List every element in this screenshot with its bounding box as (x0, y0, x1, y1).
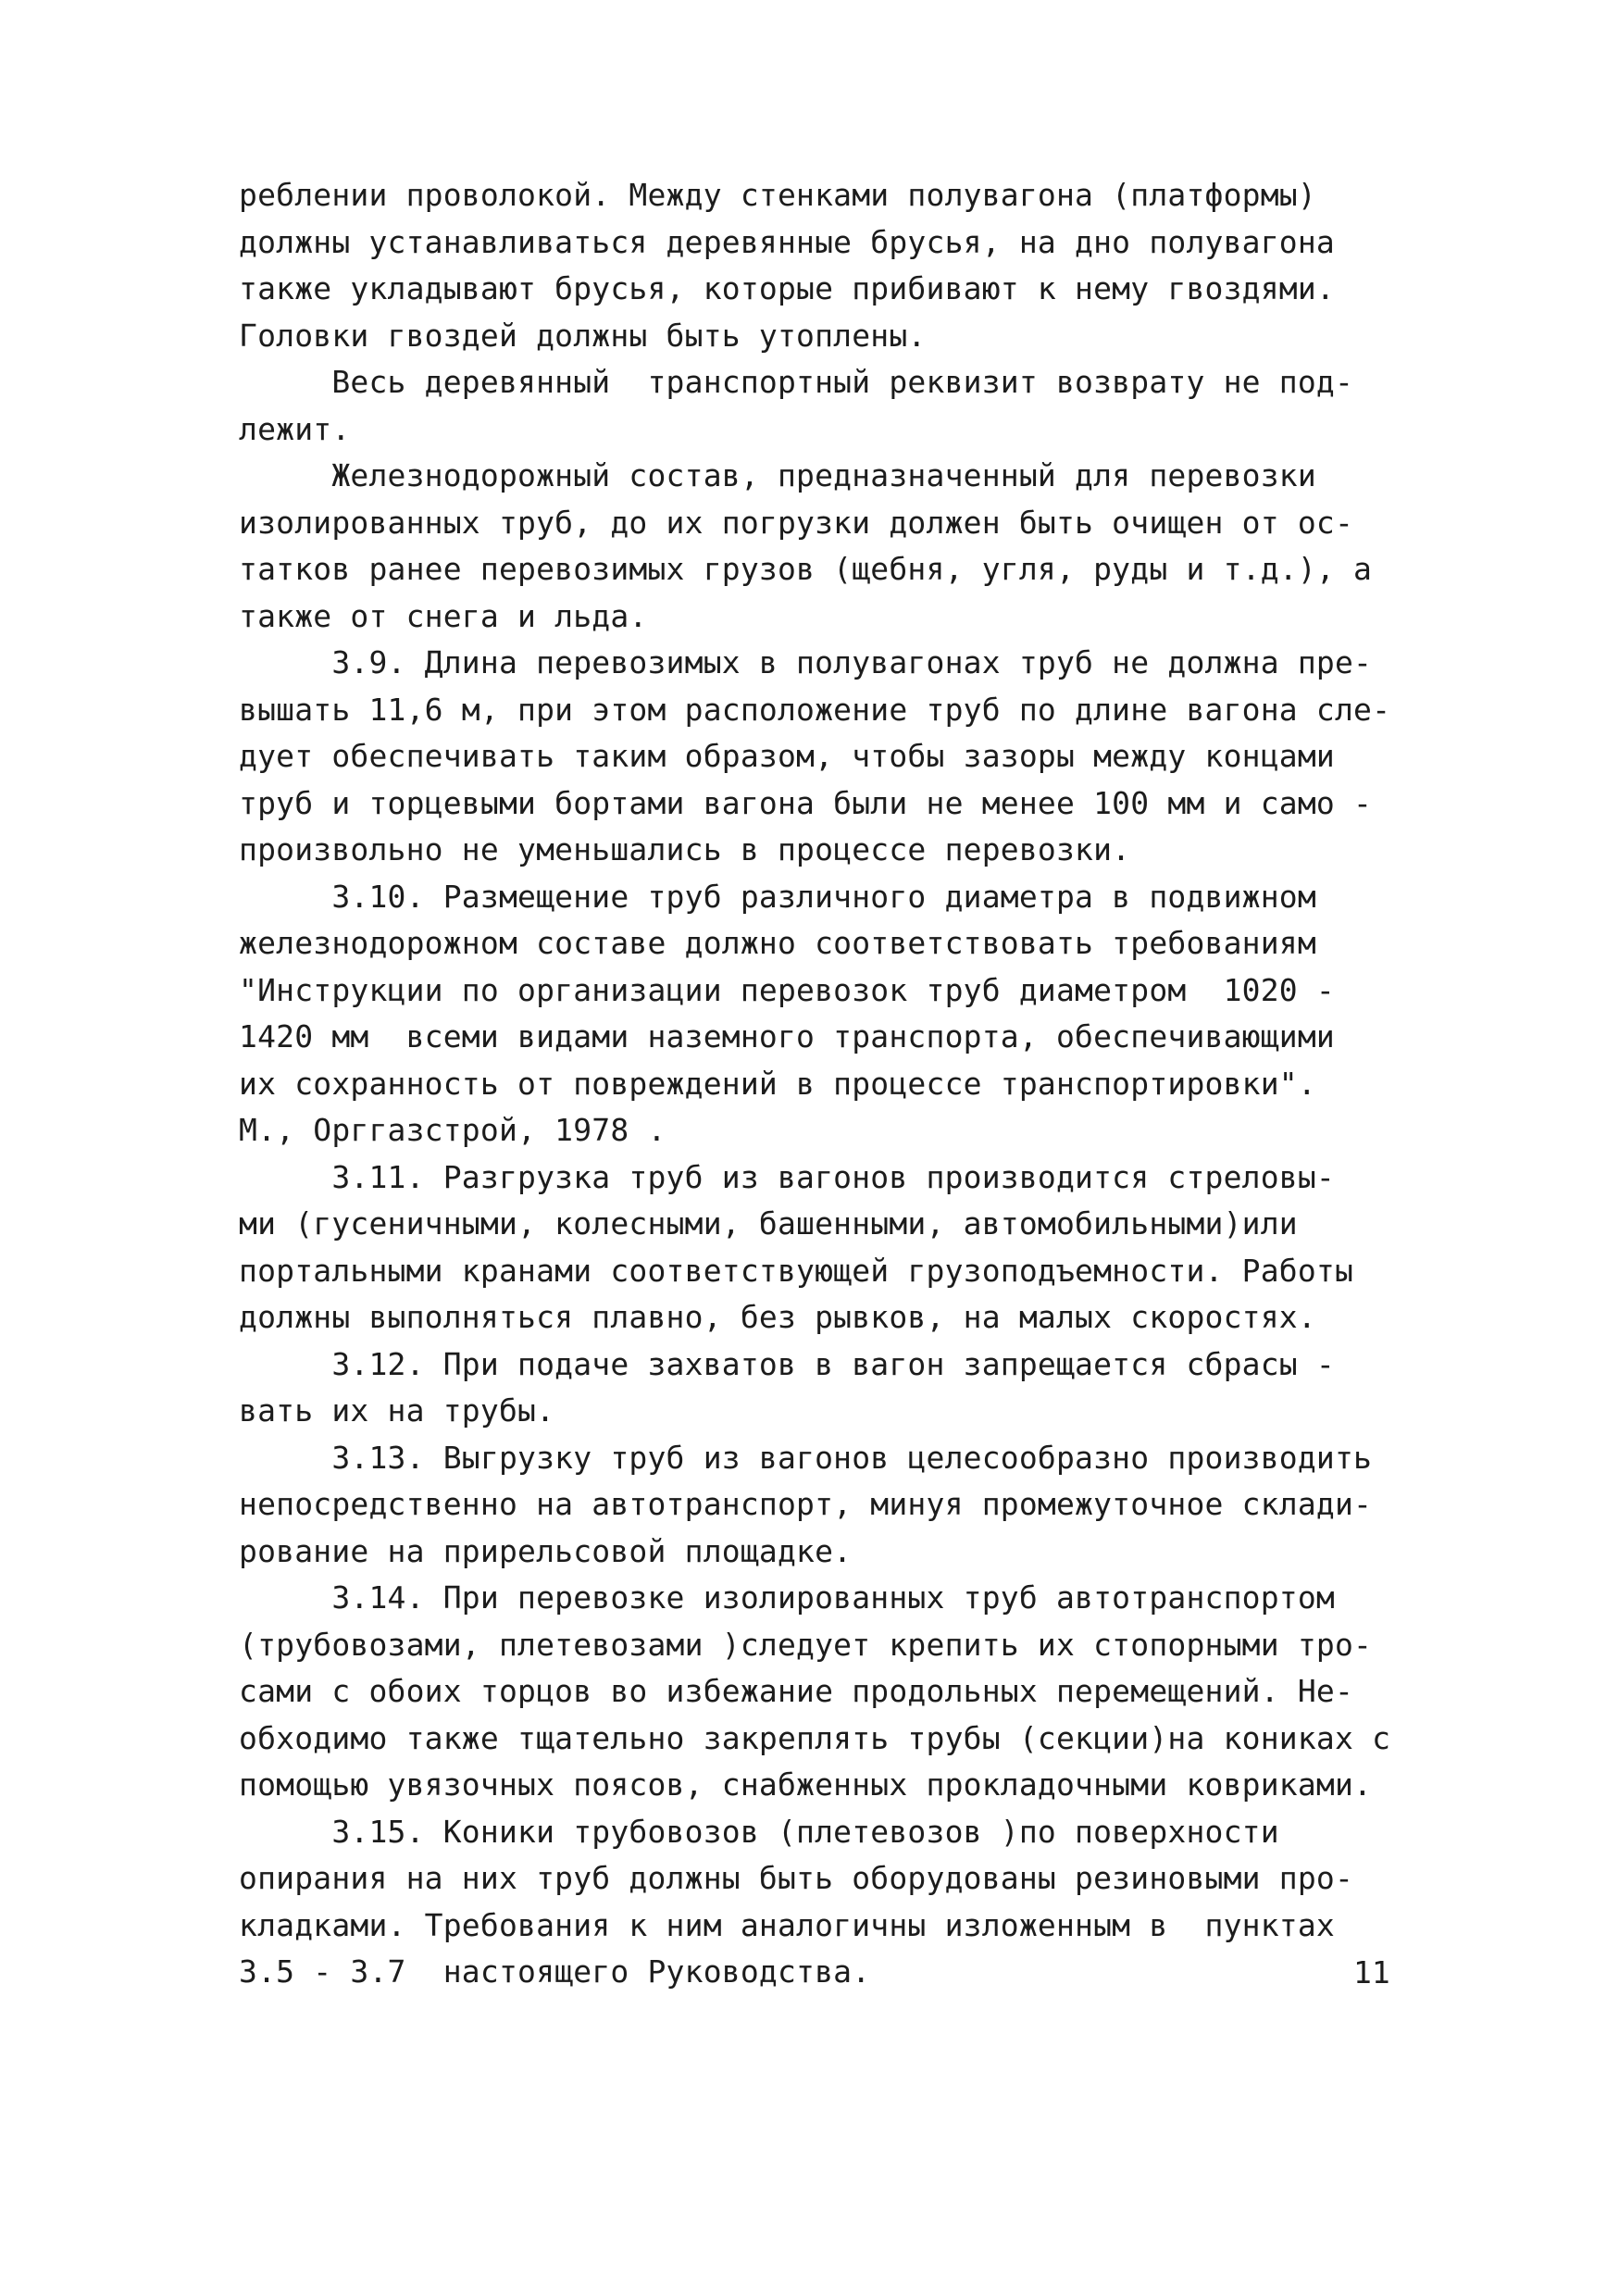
text-line: труб и торцевыми бортами вагона были не менее 100 мм и само - (239, 784, 1373, 821)
document-body-text (239, 172, 1414, 1996)
text-line: кладками. Требования к ним аналогичны изложенным в пунктах (239, 1906, 1335, 1943)
text-line: 3.11. Разгрузка труб из вагонов производится стреловы- (239, 1158, 1335, 1195)
text-line: изолированных труб, до их погрузки должен быть очищен от ос- (239, 504, 1354, 541)
text-line: лежит. (239, 410, 351, 447)
text-line: Головки гвоздей должны быть утоплены. (239, 317, 927, 354)
text-line: 1420 мм всеми видами наземного транспорта, обеспечивающими (239, 1018, 1335, 1054)
text-line: 3.14. При перевозке изолированных труб автотранспортом (239, 1579, 1335, 1616)
text-line: помощью увязочных поясов, снабженных прокладочными ковриками. (239, 1766, 1373, 1803)
text-line: также от снега и льда. (239, 597, 648, 634)
text-line: "Инструкции по организации перевозок труб диаметром 1020 - (239, 971, 1335, 1008)
text-line: портальными кранами соответствующей грузоподъемности. Работы (239, 1252, 1354, 1289)
text-line: обходимо также тщательно закреплять трубы (секции)на кониках с (239, 1719, 1391, 1756)
text-line: Железнодорожный состав, предназначенный для перевозки (239, 457, 1316, 493)
text-line: железнодорожном составе должно соответствовать требованиям (239, 925, 1316, 961)
text-line: должны выполняться плавно, без рывков, на малых скоростях. (239, 1299, 1316, 1335)
text-line: 3.5 - 3.7 настоящего Руководства. (239, 1953, 871, 1990)
text-line: реблении проволокой. Между стенками полувагона (платформы) (239, 177, 1316, 213)
text-line: вать их на трубы. (239, 1392, 555, 1429)
text-line: произвольно не уменьшались в процессе перевозки. (239, 831, 1131, 867)
text-line: непосредственно на автотранспорт, минуя промежуточное склади- (239, 1486, 1373, 1522)
text-line: сами с обоих торцов во избежание продольных перемещений. Не- (239, 1673, 1354, 1709)
text-line: вышать 11,6 м, при этом расположение труб по длине вагона сле- (239, 691, 1391, 728)
text-line: рование на прирельсовой площадке. (239, 1532, 853, 1569)
page-number: 11 (1353, 1954, 1390, 1990)
text-line: дует обеспечивать таким образом, чтобы зазоры между концами (239, 738, 1335, 774)
text-line: (трубовозами, плетевозами )следует крепить их стопорными тро- (239, 1626, 1373, 1663)
text-line: М., Орггазстрой, 1978 . (239, 1112, 666, 1148)
text-line: их сохранность от повреждений в процессе транспортировки". (239, 1065, 1316, 1102)
text-line: Весь деревянный транспортный реквизит возврату не под- (239, 364, 1354, 400)
text-line: также укладывают брусья, которые прибивают к нему гвоздями. (239, 270, 1335, 306)
text-line: ми (гусеничными, колесными, башенными, автомобильными)или (239, 1205, 1298, 1242)
text-line: 3.15. Коники трубовозов (плетевозов )по поверхности (239, 1813, 1279, 1850)
text-line: опирания на них труб должны быть оборудованы резиновыми про- (239, 1860, 1354, 1896)
text-line: 3.10. Размещение труб различного диаметра в подвижном (239, 878, 1316, 915)
text-line: должны устанавливаться деревянные брусья, на дно полувагона (239, 223, 1335, 260)
text-line: татков ранее перевозимых грузов (щебня, угля, руды и т.д.), а (239, 551, 1373, 587)
text-line: 3.13. Выгрузку труб из вагонов целесообразно производить (239, 1439, 1373, 1476)
text-line: 3.12. При подаче захватов в вагон запрещается сбрасы - (239, 1345, 1335, 1382)
text-line: 3.9. Длина перевозимых в полувагонах труб не должна пре- (239, 644, 1373, 680)
